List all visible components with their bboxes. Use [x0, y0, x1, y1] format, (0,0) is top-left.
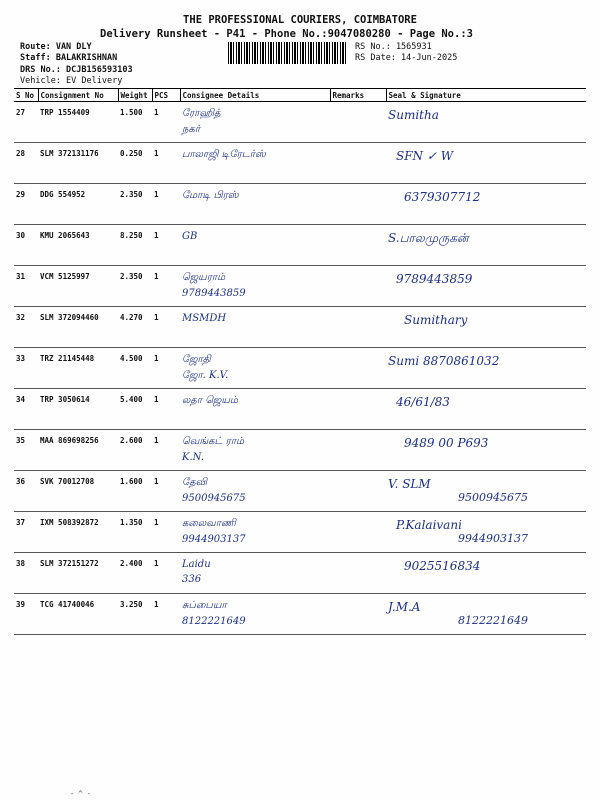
cell-consignment-no-text: VCM 5125997: [40, 272, 90, 281]
consignee-detail: 9944903137: [182, 534, 246, 545]
cell-sno: [14, 102, 38, 143]
cell-pcs-text: 1: [154, 231, 159, 240]
cell-sno-text: 27: [16, 108, 26, 117]
cell-sno-text: 28: [16, 149, 26, 158]
cell-consignee: [180, 430, 330, 471]
runsheet-table: [14, 88, 586, 635]
cell-pcs: [152, 102, 180, 143]
cell-signature: [386, 266, 586, 307]
cell-pcs: [152, 348, 180, 389]
cell-sno: [14, 471, 38, 512]
cell-remarks: [330, 389, 386, 430]
cell-signature: [386, 512, 586, 553]
cell-weight: [118, 143, 152, 184]
cell-pcs-text: 1: [154, 518, 159, 527]
cell-weight-text: 2.350: [120, 190, 143, 199]
consignee-name: மோடி பிரஸ்: [182, 190, 239, 201]
cell-consignment-no-text: TRP 1554409: [40, 108, 90, 117]
cell-consignee: [180, 512, 330, 553]
cell-consignment-no-text: SLM 372131176: [40, 149, 99, 158]
consignee-name: Laidu: [182, 559, 211, 570]
cell-sno: [14, 594, 38, 635]
cell-consignment-no-text: SLM 372151272: [40, 559, 99, 568]
cell-consignment-no-text: TRP 3050614: [40, 395, 90, 404]
cell-weight-text: 4.270: [120, 313, 143, 322]
col-remarks: Remarks: [330, 89, 386, 102]
cell-consignee: [180, 266, 330, 307]
cell-consignee: [180, 348, 330, 389]
cell-consignee: [180, 307, 330, 348]
cell-weight: [118, 225, 152, 266]
cell-consignment-no-text: SVK 70012708: [40, 477, 95, 486]
cell-sno-text: 37: [16, 518, 26, 527]
consignee-name: ரோஹித்: [182, 108, 221, 119]
table-row: [14, 143, 586, 184]
cell-pcs: [152, 430, 180, 471]
cell-consignment-no-text: DDG 554952: [40, 190, 86, 199]
cell-sno: [14, 512, 38, 553]
cell-weight: [118, 266, 152, 307]
cell-pcs: [152, 266, 180, 307]
cell-remarks: [330, 471, 386, 512]
cell-weight-text: 4.500: [120, 354, 143, 363]
cell-consignment-no: [38, 184, 118, 225]
cell-pcs-text: 1: [154, 477, 159, 486]
cell-pcs-text: 1: [154, 559, 159, 568]
vehicle-label: Vehicle: EV Delivery: [20, 76, 123, 86]
cell-sno-text: 29: [16, 190, 26, 199]
consignee-name: ஜெயராம்: [182, 272, 226, 283]
cell-pcs: [152, 184, 180, 225]
table-header-row: [14, 89, 586, 102]
cell-signature: [386, 102, 586, 143]
cell-remarks: [330, 594, 386, 635]
consignee-name: சுப்பையா: [182, 600, 227, 611]
cell-consignment-no-text: TRZ 21145448: [40, 354, 95, 363]
signature-mark: 9489 00 P693: [404, 436, 489, 450]
cell-sno-text: 35: [16, 436, 26, 445]
cell-weight: [118, 512, 152, 553]
consignee-name: பாலாஜி டிரேடர்ஸ்: [182, 149, 266, 160]
consignee-detail: 9500945675: [182, 493, 246, 504]
cell-weight-text: 3.250: [120, 600, 143, 609]
cell-pcs: [152, 389, 180, 430]
cell-weight-text: 2.400: [120, 559, 143, 568]
cell-remarks: [330, 102, 386, 143]
signature-mark: S.பாலமுருகன்: [388, 231, 469, 245]
consignee-detail: ஜோ. K.V.: [182, 370, 229, 381]
consignee-detail: 9789443859: [182, 288, 246, 299]
cell-consignee: [180, 471, 330, 512]
consignee-name: GB: [182, 231, 198, 242]
cell-consignment-no-text: SLM 372094460: [40, 313, 99, 322]
barcode-image: [228, 42, 346, 64]
table-row: [14, 225, 586, 266]
cell-consignment-no: [38, 471, 118, 512]
cell-weight-text: 0.250: [120, 149, 143, 158]
drs-number: DRS No.: DCJB156593103: [20, 65, 133, 75]
table-body: [14, 102, 586, 635]
cell-sno: [14, 553, 38, 594]
table-row: [14, 307, 586, 348]
table-row: [14, 471, 586, 512]
signature-mark: Sumitha: [388, 108, 439, 122]
signature-mark: J.M.A: [388, 600, 421, 614]
col-sno: S No: [14, 89, 38, 102]
cell-consignment-no-text: IXM 508392872: [40, 518, 99, 527]
cell-weight-text: 8.250: [120, 231, 143, 240]
consignee-detail: 8122221649: [182, 616, 246, 627]
cell-consignee: [180, 389, 330, 430]
table-row: [14, 389, 586, 430]
cell-pcs: [152, 553, 180, 594]
cell-weight: [118, 553, 152, 594]
cell-sno-text: 32: [16, 313, 26, 322]
cell-sno-text: 31: [16, 272, 26, 281]
signature-mark: P.Kalaivani: [396, 518, 462, 532]
cell-sno-text: 30: [16, 231, 26, 240]
table-row: [14, 430, 586, 471]
cell-pcs-text: 1: [154, 354, 159, 363]
cell-signature: [386, 348, 586, 389]
col-consignee: Consignee Details: [180, 89, 330, 102]
cell-pcs-text: 1: [154, 149, 159, 158]
cell-weight: [118, 184, 152, 225]
signature-mark: Sumi 8870861032: [388, 354, 500, 368]
cell-consignee: [180, 594, 330, 635]
cell-consignment-no: [38, 102, 118, 143]
runsheet-subtitle: Delivery Runsheet - P41 - Phone No.:9047080280 - Page No.:3: [100, 28, 473, 40]
cell-weight-text: 5.400: [120, 395, 143, 404]
cell-weight-text: 2.600: [120, 436, 143, 445]
consignee-name: தேவி: [182, 477, 207, 488]
cell-consignee: [180, 143, 330, 184]
cell-pcs-text: 1: [154, 272, 159, 281]
consignee-name: வெங்கட் ராம்: [182, 436, 245, 447]
signature-mark: Sumithary: [404, 313, 468, 327]
cell-pcs-text: 1: [154, 190, 159, 199]
cell-remarks: [330, 553, 386, 594]
cell-consignment-no: [38, 389, 118, 430]
consignee-detail: 336: [182, 574, 202, 585]
cell-pcs-text: 1: [154, 436, 159, 445]
col-pcs: PCS: [152, 89, 180, 102]
cell-sno-text: 34: [16, 395, 26, 404]
signature-phone: 9500945675: [458, 491, 528, 504]
cell-signature: [386, 225, 586, 266]
col-weight: Weight: [118, 89, 152, 102]
col-consignment: Consignment No: [38, 89, 118, 102]
col-signature: Seal & Signature: [386, 89, 586, 102]
cell-sno: [14, 184, 38, 225]
cell-signature: [386, 307, 586, 348]
cell-consignment-no-text: KMU 2065643: [40, 231, 90, 240]
cell-consignment-no: [38, 225, 118, 266]
rs-info: [355, 42, 457, 64]
signature-mark: V. SLM: [388, 477, 431, 491]
signature-phone: 8122221649: [458, 614, 528, 627]
cell-remarks: [330, 430, 386, 471]
cell-sno: [14, 348, 38, 389]
table-row: [14, 184, 586, 225]
cell-consignment-no-text: TCG 41740046: [40, 600, 95, 609]
cell-sno: [14, 389, 38, 430]
cell-weight: [118, 307, 152, 348]
cell-weight: [118, 471, 152, 512]
company-title: THE PROFESSIONAL COURIERS, COIMBATORE: [183, 14, 417, 26]
cell-weight-text: 1.500: [120, 108, 143, 117]
cell-signature: [386, 389, 586, 430]
cell-pcs-text: 1: [154, 600, 159, 609]
cell-sno: [14, 143, 38, 184]
consignee-name: ஜோதி: [182, 354, 211, 365]
cell-pcs: [152, 143, 180, 184]
cell-signature: [386, 553, 586, 594]
cell-signature: [386, 184, 586, 225]
consignee-detail: நகர்: [182, 124, 201, 135]
signature-mark: 6379307712: [404, 190, 481, 204]
table-row: [14, 594, 586, 635]
cell-sno-text: 36: [16, 477, 26, 486]
consignee-name: MSMDH: [182, 313, 227, 324]
cell-signature: [386, 594, 586, 635]
cell-weight: [118, 594, 152, 635]
cell-consignment-no: [38, 553, 118, 594]
cell-weight: [118, 102, 152, 143]
staff-label: Staff: BALAKRISHNAN: [20, 53, 118, 63]
cell-pcs-text: 1: [154, 108, 159, 117]
cell-remarks: [330, 348, 386, 389]
consignee-name: கலைவாணி: [182, 518, 236, 529]
table-row: [14, 266, 586, 307]
cell-pcs-text: 1: [154, 395, 159, 404]
cell-signature: [386, 430, 586, 471]
cell-weight: [118, 389, 152, 430]
cell-weight: [118, 348, 152, 389]
cell-pcs: [152, 471, 180, 512]
cell-weight-text: 2.350: [120, 272, 143, 281]
table-row: [14, 102, 586, 143]
cell-weight-text: 1.350: [120, 518, 143, 527]
cell-weight-text: 1.600: [120, 477, 143, 486]
cell-sno: [14, 307, 38, 348]
table-row: [14, 553, 586, 594]
cell-sno: [14, 430, 38, 471]
signature-phone: 9944903137: [458, 532, 528, 545]
signature-mark: 46/61/83: [396, 395, 450, 409]
cell-consignee: [180, 225, 330, 266]
cell-sno-text: 38: [16, 559, 26, 568]
cell-remarks: [330, 266, 386, 307]
cell-sno-text: 33: [16, 354, 26, 363]
cell-consignment-no-text: MAA 869698256: [40, 436, 99, 445]
rs-date: RS Date: 14-Jun-2025: [355, 53, 458, 63]
cell-sno-text: 39: [16, 600, 26, 609]
cell-remarks: [330, 307, 386, 348]
cell-pcs: [152, 594, 180, 635]
signature-mark: 9789443859: [396, 272, 473, 286]
consignee-name: லதா ஜெயம்: [182, 395, 238, 406]
cell-signature: [386, 471, 586, 512]
cell-remarks: [330, 225, 386, 266]
cell-pcs: [152, 307, 180, 348]
rs-number: RS No.: 1565931: [355, 42, 432, 52]
cell-signature: [386, 143, 586, 184]
cell-consignee: [180, 184, 330, 225]
cell-consignee: [180, 102, 330, 143]
cell-pcs: [152, 512, 180, 553]
cell-pcs-text: 1: [154, 313, 159, 322]
table-row: [14, 348, 586, 389]
cell-consignment-no: [38, 348, 118, 389]
cell-consignment-no: [38, 266, 118, 307]
cell-remarks: [330, 143, 386, 184]
cell-remarks: [330, 512, 386, 553]
cell-weight: [118, 430, 152, 471]
cell-consignment-no: [38, 594, 118, 635]
route-label: Route: VAN DLY: [20, 42, 92, 52]
cell-sno: [14, 225, 38, 266]
cell-consignment-no: [38, 430, 118, 471]
cell-pcs: [152, 225, 180, 266]
cell-consignment-no: [38, 307, 118, 348]
cell-consignee: [180, 553, 330, 594]
cell-sno: [14, 266, 38, 307]
cell-consignment-no: [38, 143, 118, 184]
signature-mark: 9025516834: [404, 559, 481, 573]
footer-mark: - ^ -: [70, 790, 92, 798]
signature-mark: SFN ✓ W: [396, 149, 454, 163]
cell-consignment-no: [38, 512, 118, 553]
cell-remarks: [330, 184, 386, 225]
table-row: [14, 512, 586, 553]
consignee-detail: K.N.: [182, 452, 204, 463]
